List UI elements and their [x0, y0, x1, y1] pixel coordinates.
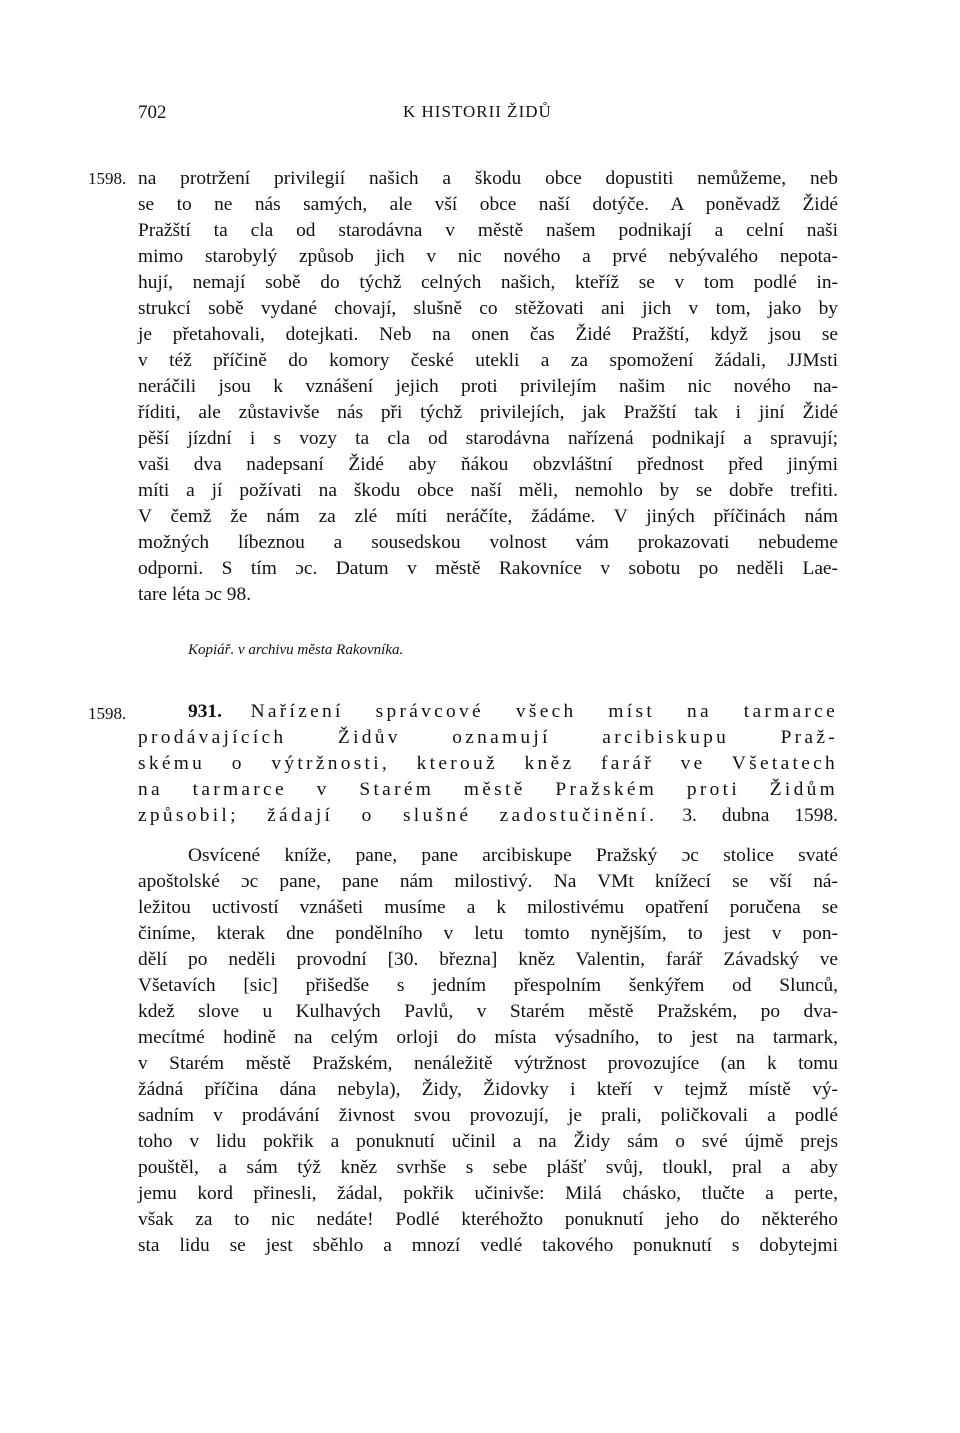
text-line: Všetavích [sic] přišedše s jedním přespolním šenkýřem od Slunců, [138, 975, 838, 996]
text-line: říditi, ale zůstavivše nás při týchž privilejích, jak Pražští tak i jiní Židé [138, 402, 838, 423]
letter-continuation [138, 166, 838, 608]
heading-line: na tarmarce v Starém městě Pražském proti Židům [138, 779, 838, 800]
margin-year-1598: 1598. [88, 169, 127, 188]
text-line: kdež slove u Kulhavých Pavlů, v Starém městě Pražském, po dva- [138, 1001, 838, 1022]
text-line: sta lidu se jest sběhlo a mnozí vedlé takového ponuknutí s dobytejmi [138, 1235, 838, 1256]
text-line: strukcí sobě vydané chovají, slušně co stěžovati ani jich v tom, jako by [138, 298, 838, 319]
text-line: však za to nic nedáte! Podlé kteréhožto ponuknutí jeho do některého [138, 1209, 838, 1230]
letter-body [138, 843, 838, 1259]
heading-line [138, 699, 838, 725]
heading-line [138, 803, 838, 829]
text-line: apoštolské ɔc pane, pane nám milostivý. Na VMt knížecí se vší ná- [138, 871, 838, 892]
text-line: v Starém městě Pražském, nenáležitě výtržnost provozujíce (an k tomu [138, 1053, 838, 1074]
margin-year-1598: 1598. [88, 704, 127, 723]
text-line: Osvícené kníže, pane, pane arcibiskupe Pražský ɔc stolice svaté [188, 845, 838, 866]
text-line: žádná příčina dána nebyla), Židy, Židovky i kteří v tejmž místě vý- [138, 1079, 838, 1100]
text-line: se to ne nás samých, ale vší obce naší dotýče. A poněvadž Židé [138, 194, 838, 215]
text-line: je přetahovali, dotejkati. Neb na onen čas Židé Pražští, když jsou se [138, 324, 838, 345]
heading-text: Nařízení správcové všech míst na tarmarce [250, 701, 838, 722]
heading-text: způsobil; žádají o slušné zadostučinění. [138, 805, 658, 826]
text-line: Pražští ta cla od starodávna v městě našem podnikají a celní naši [138, 220, 838, 241]
text-line: tare léta ɔc 98. [138, 584, 252, 605]
text-line: ležitou uctivostí vznášeti musíme a k milostivému opatření poručena se [138, 897, 838, 918]
text-line: na protržení privilegií našich a škodu obce dopustiti nemůžeme, neb [138, 168, 838, 189]
document-heading [138, 699, 838, 829]
page-number: 702 [138, 102, 167, 123]
text-line: mecítmé hodině na celým orloji do místa výsadního, to jest na tarmark, [138, 1027, 838, 1048]
document-number: 931. [188, 701, 222, 722]
text-line: činíme, kterak dne pondělního v letu tomto nynějším, to jest v pon- [138, 923, 838, 944]
heading-line: skému o výtržnosti, kterouž kněz farář ve Všetatech [138, 753, 838, 774]
text-line: jemu kord přinesli, žádal, pokřik učinivše: Milá chásko, tlučte a perte, [138, 1183, 838, 1204]
text-line: možných líbeznou a sousedskou volnost vám prokazovati nebudeme [138, 532, 838, 553]
text-line: míti a jí požívati na škodu obce naší měli, nemohlo by se dobře trefiti. [138, 480, 838, 501]
page-header [138, 102, 838, 132]
text-line: dělí po neděli provodní [30. března] kněz Valentin, farář Závadský ve [138, 949, 838, 970]
archive-source-note: Kopiář. v archivu města Rakovníka. [188, 642, 404, 658]
text-line: odporni. S tím ɔc. Datum v městě Rakovníce v sobotu po neděli Lae- [138, 558, 838, 579]
text-line: v též příčině do komory české utekli a za spomožení žádali, JJMsti [138, 350, 838, 371]
text-line: sadním v prodávání živnost svou provozují, je prali, poličkovali a podlé [138, 1105, 838, 1126]
text-line: mimo starobylý způsob jich v nic nového a prvé nebývalého nepota- [138, 246, 838, 267]
text-line: pouštěl, a sám týž kněz svrhše s sebe plášť svůj, tloukl, pral a aby [138, 1157, 838, 1178]
text-line: neráčili jsou k vznášení jejich proti privilejím našim nic nového na- [138, 376, 838, 397]
heading-line: prodávajících Židův oznamují arcibiskupu Praž- [138, 727, 838, 748]
text-line: vaši dva nadepsaní Židé aby ňákou obzvláštní přednost před jinými [138, 454, 838, 475]
text-line: toho v lidu pokřik a ponuknutí učinil a na Židy sám o své újmě prejs [138, 1131, 838, 1152]
heading-date: 3. dubna 1598. [682, 805, 838, 826]
text-line: pěší jízdní i s vozy ta cla od starodávna nařízená podnikají a spravují; [138, 428, 838, 449]
running-title: K HISTORII ŽIDŮ [403, 102, 552, 121]
text-line: V čemž že nám za zlé míti neráčíte, žádáme. V jiných příčinách nám [138, 506, 838, 527]
text-line: hují, nemají sobě do týchž celných našich, kteříž se v tom podlé in- [138, 272, 838, 293]
